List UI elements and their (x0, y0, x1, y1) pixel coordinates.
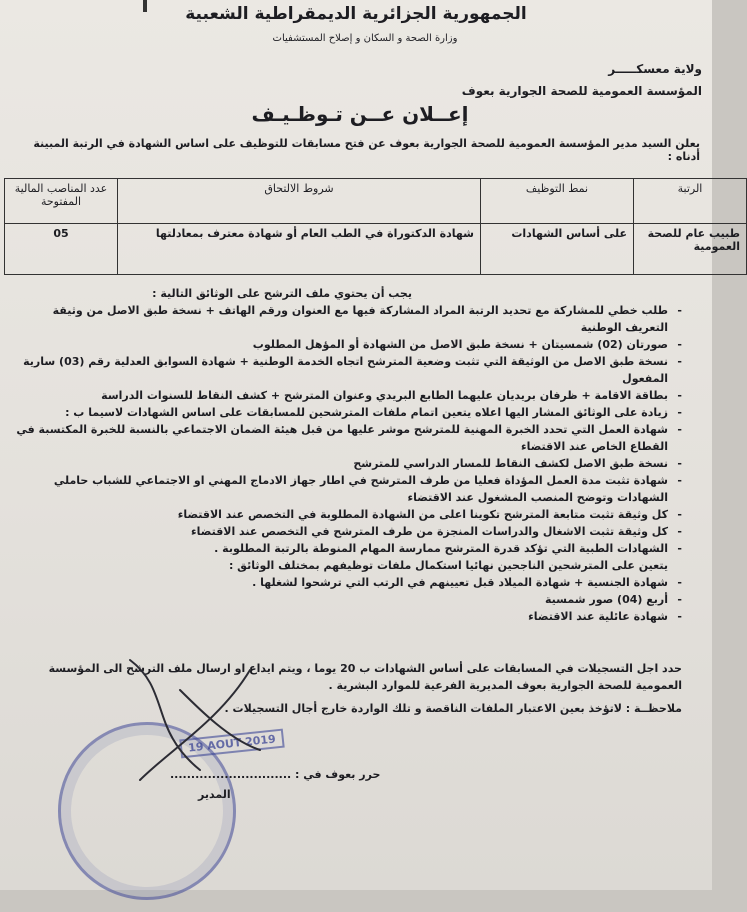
pen-mark (143, 0, 147, 12)
list-item: - كل وثيقة تثبت متابعة المترشح تكوينا اعلى من الشهادة المطلوبة في التخصص عند الاقتضاء (10, 506, 682, 523)
list-item: - طلب خطي للمشاركة مع تحديد الرتبة المراد المشاركة فيها مع العنوان ورقم الهاتف + نسخة طبق الاصل من وثيقة التعريف الوطنية (10, 302, 682, 336)
header-rank: الرتبة (634, 179, 747, 224)
final-documents-heading: يتعين على المترشحين الناجحين نهائيا استكمال ملفات توظيفهم بمختلف الوثائق : (228, 559, 668, 572)
cell-rank: طبيب عام للصحة العمومية (634, 224, 747, 275)
table-row (5, 224, 747, 275)
signed-at-dots: ............................. (170, 768, 292, 781)
list-item: - صورتان (02) شمسيتان + نسخة طبق الاصل من الشهادة أو المؤهل المطلوب (10, 336, 682, 353)
republic-header: الجمهورية الجزائرية الديمقراطية الشعبية (185, 4, 527, 24)
list-item: - شهادة عائلية عند الاقتضاء (10, 608, 682, 625)
header-mode: نمط التوظيف (481, 179, 634, 224)
note-paragraph: ملاحظــة : لاتؤخذ بعين الاعتبار الملفات الناقصة و تلك الواردة خارج أجال التسجيلات . (224, 702, 682, 715)
list-item: - كل وثيقة تثبت الاشغال والدراسات المنجزة من طرف المترشح في التخصص عند الاقتضاء (10, 523, 682, 540)
wilaya-label: ولاية معسكـــــر (608, 62, 702, 76)
cell-mode: على أساس الشهادات (481, 224, 634, 275)
list-item: - نسخة طبق الاصل لكشف النقاط للمسار الدراسي للمترشح (10, 455, 682, 472)
announcement-title: إعــلان عــن تـوظـيـف (251, 102, 469, 126)
list-item: - الشهادات الطبية التي تؤكد قدرة المترشح ممارسة المهام المنوطة بالرتبة المطلوبة . (10, 540, 682, 557)
table-header-row (5, 179, 747, 224)
cell-count: 05 (5, 224, 118, 275)
intro-paragraph: يعلن السيد مدير المؤسسة العمومية للصحة الجوارية بعوف عن فتح مسابقات للتوظيف على اساس الشهادة في الرتبة المبينة أدناه : (33, 137, 700, 163)
ministry-header: وزارة الصحة و السكان و إصلاح المستشفيات (272, 33, 458, 44)
stamp-date: 19 AOUT 2019 (179, 729, 284, 759)
positions-table (4, 178, 747, 275)
documents-heading: يجب أن يحتوي ملف الترشح على الوثائق التالية : (152, 287, 412, 300)
list-item: - بطاقة الاقامة + ظرفان بريديان عليهما الطابع البريدي وعنوان المترشح + كشف النقاط للسنوات الدراسة (10, 387, 682, 404)
establishment-label: المؤسسة العمومية للصحة الجوارية بعوف (461, 84, 702, 98)
list-item: - شهادة تثبت مدة العمل المؤداة فعليا من طرف المترشح في اطار جهاز الادماج المهني او الاجتماعي للشباب حاملي الشهادات وتوضح المنصب المشغول عند الاقتضاء (10, 472, 682, 506)
signed-at-text: حرر بعوف في : (295, 768, 381, 781)
deadline-paragraph: حدد اجل التسجيلات في المسابقات على أساس الشهادات ب 20 يوما ، ويتم ايداع او ارسال ملف الترشح الى المؤسسة العمومية للصحة الجوارية بعوف المديرية الفرعية للموارد البشرية . (48, 662, 682, 692)
list-item: - نسخة طبق الاصل من الوثيقة التي تثبت وضعية المترشح اتجاه الخدمة الوطنية + شهادة السوابق العدلية رقم (03) سارية المفعول (10, 353, 682, 387)
header-conditions: شروط الالتحاق (118, 179, 481, 224)
director-label: المدير (198, 788, 231, 801)
list-item: - أربع (04) صور شمسية (10, 591, 682, 608)
list-item: - شهادة العمل التي تحدد الخبرة المهنية للمترشح موشر عليها من قبل هيئة الضمان الاجتماعي بالنسبة للخبرة المكتسبة في القطاع الخاص عند الاقتضاء (10, 421, 682, 455)
cell-conditions (118, 224, 481, 275)
cell-conditions-text: شهادة الدكتوراة في الطب العام أو شهادة معترف بمعادلتها (155, 227, 474, 240)
header-count: عدد المناصب المالية المفتوحة (5, 179, 118, 224)
list-item: - زيادة على الوثائق المشار اليها اعلاه يتعين اتمام ملفات المترشحين للمسابقات على اساس الشهادات لاسيما ب : (10, 404, 682, 421)
documents-list (10, 302, 682, 625)
signed-at-label (170, 768, 380, 781)
list-item: - شهادة الجنسية + شهادة الميلاد قبل تعيينهم في الرتب التي ترشحوا لشغلها . (10, 574, 682, 591)
